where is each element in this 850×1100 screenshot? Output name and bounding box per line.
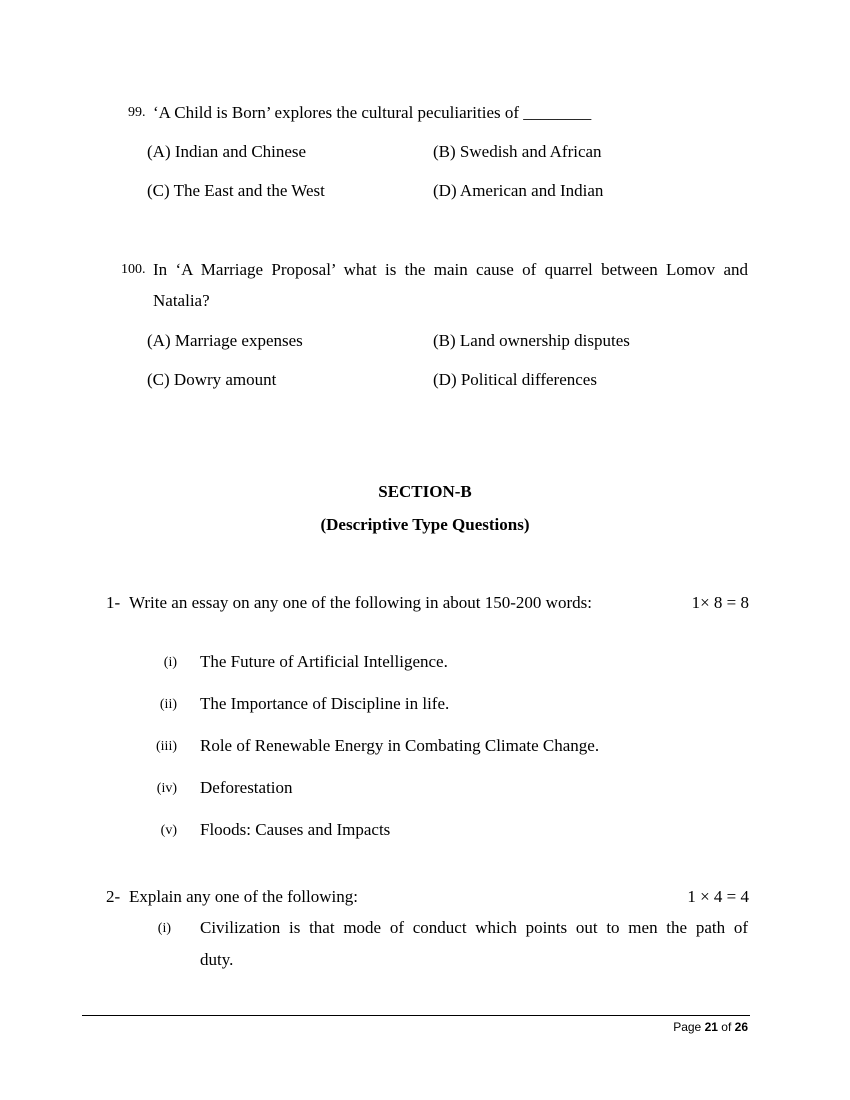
question-text-line2: Natalia?	[153, 291, 210, 310]
section-title: SECTION-B	[378, 482, 472, 501]
question-number: 99.	[128, 105, 146, 120]
option-a: (A) Marriage expenses	[147, 331, 303, 350]
marks: 1× 8 = 8	[691, 593, 749, 612]
essay-topic: Floods: Causes and Impacts	[200, 820, 391, 839]
footer-rule	[82, 1015, 750, 1016]
page-label: Page	[673, 1020, 702, 1034]
option-b: (B) Land ownership disputes	[433, 331, 630, 350]
explain-text-line2: duty.	[200, 950, 234, 969]
of-label: of	[721, 1020, 732, 1034]
item-numeral: (v)	[160, 823, 177, 838]
essay-topic: Role of Renewable Energy in Combating Climate Change.	[200, 736, 600, 755]
essay-topic: Deforestation	[200, 778, 293, 797]
descriptive-number: 2-	[106, 887, 121, 906]
essay-topic: The Future of Artificial Intelligence.	[200, 652, 448, 671]
question-number: 100.	[121, 262, 146, 277]
question-text: ‘A Child is Born’ explores the cultural peculiarities of ________	[153, 103, 592, 122]
item-numeral: (iii)	[156, 739, 177, 754]
question-text-line1: In ‘A Marriage Proposal’ what is the main cause of quarrel between Lomov and	[153, 260, 748, 279]
option-c: (C) Dowry amount	[147, 370, 277, 389]
item-numeral: (iv)	[156, 781, 177, 796]
item-numeral: (i)	[157, 921, 171, 936]
section-subtitle: (Descriptive Type Questions)	[320, 515, 530, 534]
marks: 1 × 4 = 4	[687, 887, 749, 906]
page-footer	[673, 1020, 748, 1034]
option-a: (A) Indian and Chinese	[147, 142, 307, 161]
explain-text-line1: Civilization is that mode of conduct which points out to men the path of	[200, 918, 748, 937]
option-d: (D) Political differences	[433, 370, 597, 389]
option-c: (C) The East and the West	[147, 181, 325, 200]
essay-topic: The Importance of Discipline in life.	[200, 694, 450, 713]
descriptive-number: 1-	[106, 593, 121, 612]
option-b: (B) Swedish and African	[433, 142, 602, 161]
descriptive-text: Write an essay on any one of the following in about 150-200 words:	[129, 593, 592, 612]
descriptive-text: Explain any one of the following:	[129, 887, 358, 906]
total-pages: 26	[734, 1020, 748, 1034]
item-numeral: (ii)	[159, 697, 177, 712]
item-numeral: (i)	[163, 655, 177, 670]
current-page: 21	[704, 1020, 718, 1034]
option-d: (D) American and Indian	[433, 181, 604, 200]
